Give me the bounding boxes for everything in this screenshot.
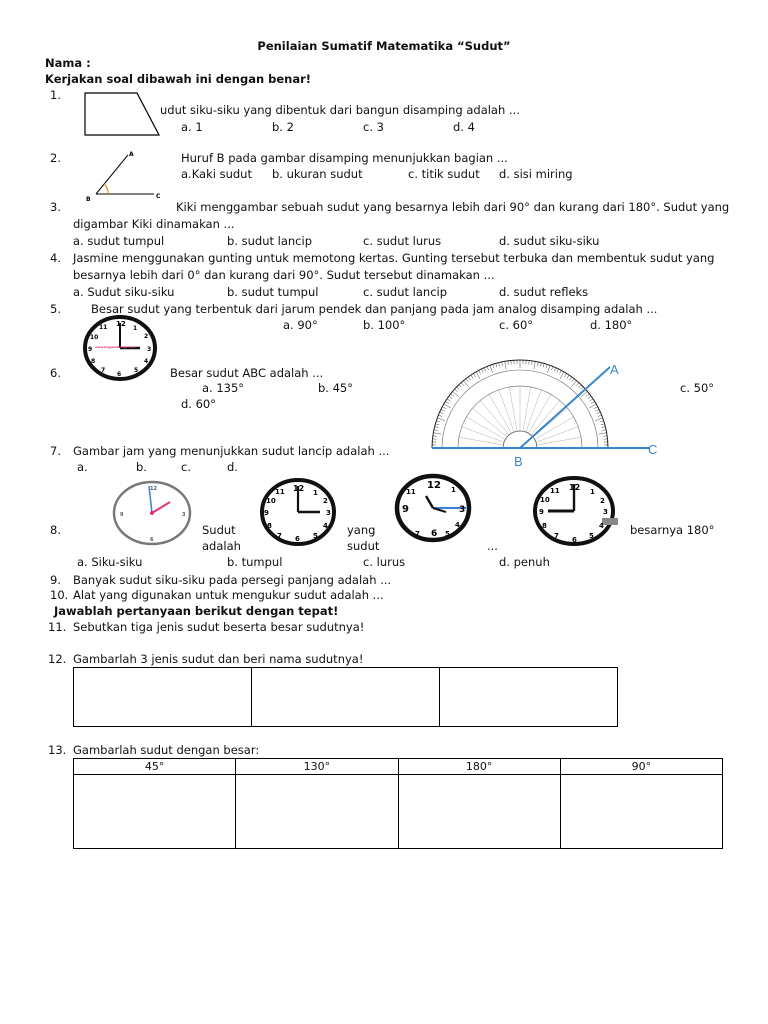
svg-text:6: 6	[295, 535, 300, 543]
svg-text:10: 10	[540, 496, 550, 504]
q7-number: 7.	[50, 444, 61, 458]
protractor-tick	[449, 396, 452, 398]
protractor-tick	[473, 373, 475, 376]
q5-option-d: d. 180°	[590, 318, 633, 332]
protractor-tick	[591, 401, 594, 403]
q7-option-a: a.	[77, 460, 88, 474]
protractor-tick	[508, 361, 509, 365]
q6-option-b: b. 45°	[318, 381, 353, 395]
instruction: Kerjakan soal dibawah ini dengan benar!	[45, 72, 312, 86]
q3-option-d: d. sudut siku-siku	[499, 234, 600, 248]
protractor-tick	[602, 427, 606, 428]
q12-text: Gambarlah 3 jenis sudut dan beri nama sudutnya!	[73, 652, 364, 666]
svg-text:4: 4	[599, 522, 604, 530]
svg-text:11: 11	[275, 488, 285, 496]
svg-text:2: 2	[323, 497, 328, 505]
svg-text:9: 9	[264, 509, 269, 517]
q5-option-b: b. 100°	[363, 318, 406, 332]
protractor-tick	[598, 415, 602, 416]
q5-text: Besar sudut yang terbentuk dari jarum pendek dan panjang pada jam analog disamping adalah ...	[91, 302, 658, 316]
svg-text:1: 1	[313, 489, 318, 497]
protractor-label-b: B	[514, 454, 523, 469]
svg-text:9: 9	[120, 512, 124, 518]
q3-option-a: a. sudut tumpul	[73, 234, 165, 248]
svg-text:6: 6	[431, 529, 438, 539]
protractor-tick	[597, 412, 601, 414]
q11-number: 11.	[48, 620, 67, 634]
section-instruction: Jawablah pertanyaan berikut dengan tepat!	[54, 604, 339, 618]
protractor-tick	[435, 427, 439, 428]
q12-answer-table	[73, 667, 618, 727]
protractor-tick	[551, 366, 552, 370]
svg-text:2: 2	[600, 497, 605, 505]
protractor-ray	[466, 417, 505, 440]
trapezoid-figure	[84, 92, 164, 136]
q2-option-c: c. titik sudut	[408, 167, 480, 181]
protractor-tick	[445, 401, 448, 403]
protractor-label-a: A	[610, 362, 619, 377]
svg-text:9: 9	[539, 508, 544, 516]
protractor-tick	[479, 370, 481, 374]
protractor-ray	[459, 437, 503, 445]
svg-text:4: 4	[323, 522, 328, 530]
q3-text-line2: digambar Kiki dinamakan ...	[73, 217, 235, 231]
protractor-tick	[602, 430, 606, 431]
protractor-tick	[586, 394, 589, 396]
svg-text:3: 3	[459, 505, 466, 515]
protractor-tick	[440, 412, 444, 414]
protractor-tick	[603, 436, 607, 437]
protractor-tick	[578, 385, 581, 388]
q6-text: Besar sudut ABC adalah ...	[170, 366, 324, 380]
q6-number: 6.	[50, 366, 61, 380]
protractor-tick	[496, 363, 497, 367]
protractor-tick	[493, 364, 494, 368]
protractor-tick	[532, 361, 533, 365]
protractor-tick	[487, 366, 488, 370]
q2-number: 2.	[50, 151, 61, 165]
protractor-tick	[595, 409, 599, 411]
clock-option-b	[258, 478, 338, 546]
protractor-tick	[471, 375, 473, 378]
q12-answer-cell-3[interactable]	[440, 668, 618, 727]
q4-option-d: d. sudut refleks	[499, 285, 589, 299]
clock-num: 4	[144, 358, 149, 365]
protractor-tick	[588, 396, 591, 398]
q13-answer-table	[73, 758, 723, 849]
protractor-tick	[434, 430, 438, 431]
q8-part-sudut2: sudut	[347, 539, 380, 553]
protractor-tick	[554, 368, 556, 372]
svg-text:7: 7	[277, 532, 282, 540]
q7-text: Gambar jam yang menunjukkan sudut lancip adalah ...	[73, 444, 390, 458]
protractor-tick	[502, 362, 503, 366]
protractor-tick	[447, 399, 450, 401]
svg-text:5: 5	[589, 532, 594, 540]
protractor-tick	[505, 361, 506, 369]
figure-label-a: A	[129, 151, 134, 158]
q1-option-c: c. 3	[363, 120, 384, 134]
figure-label-c: C	[156, 193, 161, 200]
svg-text:11: 11	[406, 488, 416, 496]
clock-option-c	[393, 474, 473, 542]
svg-text:7: 7	[415, 530, 420, 538]
clock-num: 6	[117, 371, 122, 378]
protractor-tick	[466, 379, 468, 382]
protractor-ray	[489, 394, 512, 433]
clock-num: 7	[101, 367, 106, 374]
q13-text: Gambarlah sudut dengan besar:	[73, 743, 260, 757]
q13-header-180: 180°	[398, 759, 560, 775]
q8-option-b: b. tumpul	[227, 555, 283, 569]
q2-option-a: a.Kaki sudut	[181, 167, 252, 181]
q1-text: udut siku-siku yang dibentuk dari bangun disamping adalah ...	[160, 103, 520, 117]
protractor-tick	[540, 363, 541, 367]
svg-text:8: 8	[267, 522, 272, 530]
protractor-tick	[557, 369, 559, 373]
q8-part-besarnya: besarnya 180°	[630, 523, 715, 537]
protractor-tick	[589, 404, 596, 408]
q3-number: 3.	[50, 200, 61, 214]
q7-option-c: c.	[181, 460, 191, 474]
protractor-label-c: C	[648, 442, 658, 457]
svg-text:1: 1	[590, 488, 595, 496]
protractor-tick	[546, 364, 547, 368]
q3-option-b: b. sudut lancip	[227, 234, 312, 248]
svg-text:8: 8	[542, 522, 547, 530]
q11-text: Sebutkan tiga jenis sudut beserta besar sudutnya!	[73, 620, 365, 634]
protractor-tick	[559, 370, 561, 374]
q4-option-c: c. sudut lancip	[363, 285, 448, 299]
protractor-tick	[459, 385, 462, 388]
protractor-figure	[420, 355, 670, 470]
page-title: Penilaian Sumatif Matematika “Sudut”	[257, 39, 511, 53]
protractor-tick	[534, 361, 535, 369]
clock-option-a	[112, 480, 192, 546]
protractor-tick	[481, 369, 483, 373]
q1-option-a: a. 1	[181, 120, 203, 134]
q8-option-a: a. Siku-siku	[77, 555, 143, 569]
clock-option-d	[530, 476, 620, 548]
q8-number: 8.	[50, 523, 61, 537]
q8-part-ellipsis: ...	[487, 539, 498, 553]
clock-num: 10	[90, 334, 99, 341]
q5-option-c: c. 60°	[499, 318, 534, 332]
protractor-tick	[490, 365, 493, 373]
protractor-tick	[476, 372, 480, 379]
svg-text:5: 5	[445, 530, 450, 538]
protractor-tick	[461, 383, 464, 386]
q8-option-d: d. penuh	[499, 555, 550, 569]
protractor-tick	[433, 433, 441, 434]
protractor-tick	[436, 421, 440, 422]
protractor-tick	[438, 415, 442, 416]
protractor-tick	[590, 399, 593, 401]
q10-number: 10.	[50, 588, 69, 602]
protractor-tick	[595, 418, 603, 421]
clock-figure-q5	[82, 315, 158, 381]
q3-option-c: c. sudut lurus	[363, 234, 442, 248]
q6-option-a: a. 135°	[202, 381, 245, 395]
name-label: Nama :	[45, 56, 91, 70]
protractor-tick	[543, 363, 544, 367]
q2-option-b: b. ukuran sudut	[272, 167, 363, 181]
q8-part-sudut: Sudut	[202, 523, 236, 537]
protractor-tick	[565, 373, 567, 376]
svg-text:12: 12	[427, 480, 441, 491]
q8-part-yang: yang	[347, 523, 376, 537]
protractor-tick	[451, 394, 454, 396]
clock-num: 1	[133, 325, 138, 332]
svg-text:3: 3	[603, 508, 608, 516]
q9-number: 9.	[50, 573, 61, 587]
q13-header-45: 45°	[74, 759, 236, 775]
protractor-tick	[560, 372, 564, 379]
q13-number: 13.	[48, 743, 67, 757]
q5-option-a: a. 90°	[283, 318, 318, 332]
clock-num: 12	[116, 320, 126, 328]
q8-part-adalah: adalah	[202, 539, 241, 553]
svg-text:4: 4	[455, 521, 460, 529]
svg-text:6: 6	[572, 536, 577, 544]
protractor-tick	[435, 424, 439, 425]
q10-text: Alat yang digunakan untuk mengukur sudut adalah ...	[73, 588, 384, 602]
svg-text:1: 1	[451, 486, 456, 494]
clock-num: 3	[147, 346, 152, 353]
protractor-tick	[484, 368, 486, 372]
q13-answer-cell-90[interactable]	[560, 775, 722, 849]
protractor-tick	[441, 409, 445, 411]
q4-text-line2: besarnya lebih dari 0° dan kurang dari 90°. Sudut tersebut dinamakan ...	[73, 268, 495, 282]
protractor-tick	[572, 379, 574, 382]
protractor-tick	[600, 421, 604, 422]
protractor-tick	[499, 363, 500, 367]
q2-text: Huruf B pada gambar disamping menunjukkan bagian ...	[181, 151, 508, 165]
protractor-tick	[437, 418, 445, 421]
protractor-tick	[580, 387, 583, 390]
q13-answer-cell-180[interactable]	[398, 775, 560, 849]
protractor-tick	[442, 407, 446, 409]
svg-text:www.bigglesthings.com: www.bigglesthings.com	[95, 345, 136, 349]
protractor-tick	[601, 424, 605, 425]
svg-text:12: 12	[569, 483, 581, 492]
svg-text:9: 9	[402, 504, 409, 515]
q13-answer-cell-45[interactable]	[74, 775, 236, 849]
svg-text:12: 12	[150, 486, 157, 492]
q4-option-b: b. sudut tumpul	[227, 285, 319, 299]
q4-number: 4.	[50, 251, 61, 265]
q5-number: 5.	[50, 302, 61, 316]
protractor-ray	[509, 387, 517, 431]
svg-text:11: 11	[550, 487, 560, 495]
protractor-ray	[537, 437, 581, 445]
q1-option-b: b. 2	[272, 120, 294, 134]
clock-num: 2	[144, 333, 149, 340]
angle-abc-figure	[84, 148, 164, 204]
svg-text:7: 7	[554, 532, 559, 540]
q13-header-90: 90°	[560, 759, 722, 775]
q12-number: 12.	[48, 652, 67, 666]
svg-text:3: 3	[182, 512, 186, 518]
clock-num: 11	[99, 324, 108, 331]
q7-option-b: b.	[136, 460, 147, 474]
q13-header-130: 130°	[236, 759, 398, 775]
protractor-tick	[594, 407, 598, 409]
q12-answer-cell-2[interactable]	[252, 668, 440, 727]
protractor-tick	[567, 375, 569, 378]
protractor-tick	[537, 362, 538, 366]
q7-option-d: d.	[227, 460, 238, 474]
q6-option-d: d. 60°	[181, 397, 216, 411]
q13-answer-cell-130[interactable]	[236, 775, 398, 849]
q6-option-c: c. 50°	[680, 381, 715, 395]
svg-text:3: 3	[326, 509, 331, 517]
svg-text:10: 10	[266, 497, 276, 505]
svg-text:6: 6	[150, 537, 154, 543]
protractor-tick	[468, 377, 470, 380]
protractor-tick	[569, 377, 571, 380]
q12-answer-cell-1[interactable]	[74, 668, 252, 727]
protractor-tick	[599, 433, 607, 434]
protractor-tick	[444, 404, 451, 408]
protractor-tick	[455, 389, 458, 392]
protractor-tick	[576, 383, 579, 386]
svg-text:5: 5	[313, 532, 318, 540]
q3-text-line1: Kiki menggambar sebuah sudut yang besarnya lebih dari 90° dan kurang dari 180°. Sudut yang	[176, 200, 730, 214]
q4-option-a: a. Sudut siku-siku	[73, 285, 175, 299]
protractor-ray	[523, 387, 531, 431]
q4-text-line1: Jasmine menggunakan gunting untuk memotong kertas. Gunting tersebut terbuka dan membentuk sudut yang	[73, 251, 715, 265]
protractor-tick	[457, 387, 460, 390]
q2-option-d: d. sisi miring	[499, 167, 573, 181]
protractor-tick	[547, 365, 550, 373]
svg-text:12: 12	[293, 484, 305, 493]
q1-number: 1.	[50, 88, 61, 102]
clock-num: 8	[91, 358, 96, 365]
clock-num: 9	[88, 346, 93, 353]
q8-option-c: c. lurus	[363, 555, 406, 569]
q1-option-d: d. 4	[453, 120, 475, 134]
protractor-ray	[529, 394, 552, 433]
clock-num: 5	[134, 367, 139, 374]
figure-label-b: B	[86, 196, 91, 203]
protractor-tick	[433, 436, 437, 437]
q9-text: Banyak sudut siku-siku pada persegi panjang adalah ...	[73, 573, 392, 587]
